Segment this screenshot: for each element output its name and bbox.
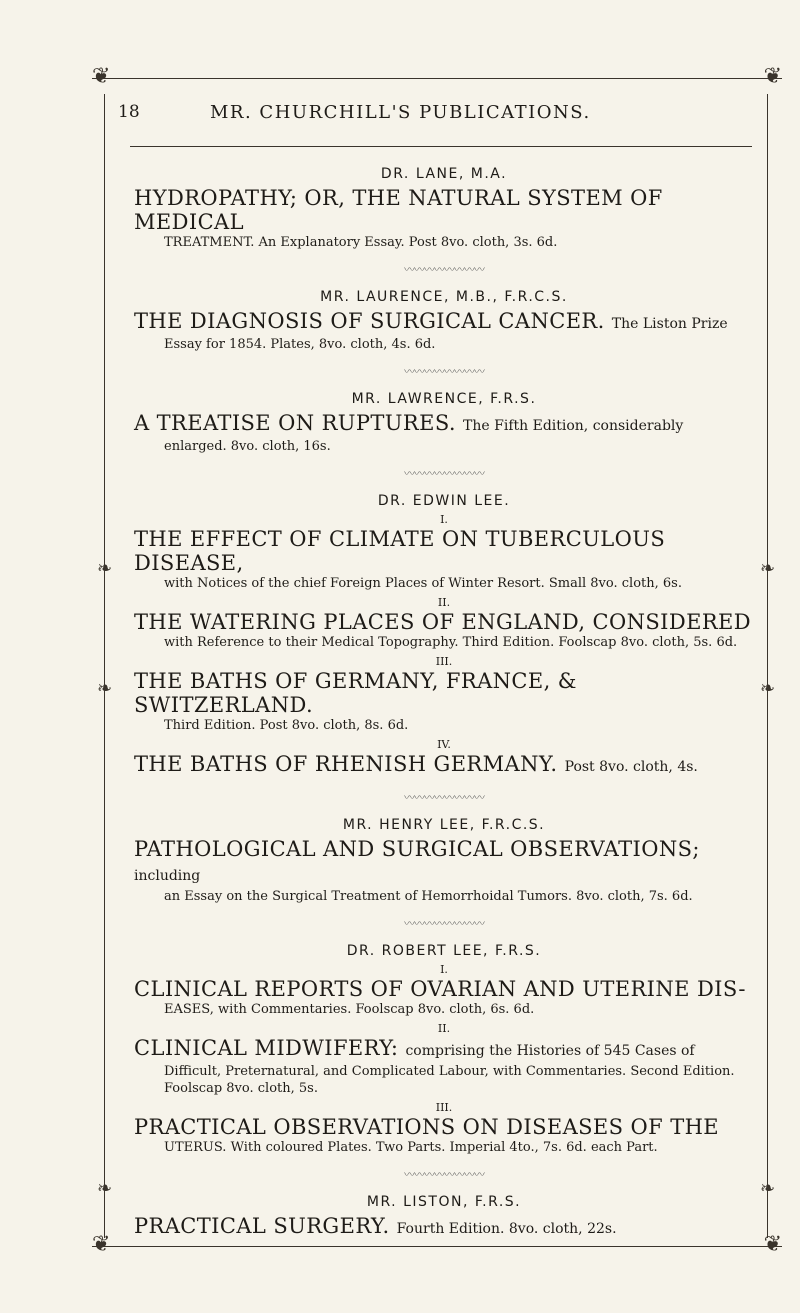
work-title-main: A TREATISE ON RUPTURES.	[134, 411, 456, 435]
work-title	[134, 411, 754, 438]
author-section	[134, 166, 754, 251]
work-description: TREATMENT. An Explanatory Essay. Post 8vo. cloth, 3s. 6d.	[164, 235, 558, 250]
ornament-icon: ❦	[763, 1232, 782, 1257]
work-entry	[134, 186, 754, 251]
work-numeral: III.	[435, 1101, 453, 1114]
work-title-main: THE BATHS OF RHENISH GERMANY.	[134, 752, 558, 776]
work-entry	[134, 963, 754, 1018]
author-section	[134, 493, 754, 779]
section-divider: 〰〰〰〰〰〰〰〰	[404, 917, 484, 930]
author-section	[134, 817, 754, 905]
work-title-main: THE BATHS OF GERMANY, FRANCE, & SWITZERLAND.	[134, 669, 577, 717]
work-title-main: CLINICAL MIDWIFERY:	[134, 1036, 399, 1060]
work-description: Essay for 1854. Plates, 8vo. cloth, 4s. 6d.	[164, 337, 436, 352]
ornament-icon: ❧	[97, 1178, 113, 1199]
work-title	[134, 837, 754, 888]
running-head: MR. CHURCHILL'S PUBLICATIONS.	[210, 102, 591, 123]
work-description: UTERUS. With coloured Plates. Two Parts. Imperial 4to., 7s. 6d. each Part.	[164, 1140, 658, 1155]
work-title-rest: including	[134, 868, 201, 884]
frame-left-rule	[104, 94, 105, 1238]
work-title-main: HYDROPATHY; OR, THE NATURAL SYSTEM OF MEDICAL	[134, 186, 663, 234]
work-description: with Notices of the chief Foreign Places of Winter Resort. Small 8vo. cloth, 6s.	[164, 576, 682, 591]
ornament-icon: ❧	[760, 558, 776, 579]
frame-top-rule	[92, 78, 782, 79]
work-title	[134, 977, 754, 1001]
work-title	[134, 669, 754, 717]
work-title-main: CLINICAL REPORTS OF OVARIAN AND UTERINE DIS-	[134, 977, 746, 1001]
author-name: MR. LAURENCE, M.B., F.R.C.S.	[320, 289, 568, 305]
work-numeral: I.	[440, 963, 448, 976]
work-title	[134, 752, 754, 779]
work-title-main: PRACTICAL SURGERY.	[134, 1214, 390, 1238]
section-divider: 〰〰〰〰〰〰〰〰	[404, 791, 484, 804]
ornament-icon: ❦	[92, 64, 111, 89]
work-title-main: THE DIAGNOSIS OF SURGICAL CANCER.	[134, 309, 605, 333]
work-description: EASES, with Commentaries. Foolscap 8vo. cloth, 6s. 6d.	[164, 1002, 535, 1017]
work-title-main: THE EFFECT OF CLIMATE ON TUBERCULOUS DISEASE,	[134, 527, 666, 575]
work-title	[134, 1214, 754, 1241]
work-title	[134, 186, 754, 234]
work-description: with Reference to their Medical Topography. Third Edition. Foolscap 8vo. cloth, 5s. 6d.	[164, 635, 738, 650]
work-entry	[134, 738, 754, 779]
ornament-icon: ❦	[92, 1232, 111, 1257]
page-number: 18	[118, 102, 140, 122]
author-name: DR. LANE, M.A.	[380, 166, 508, 182]
ornament-icon: ❧	[760, 1178, 776, 1199]
work-title-rest: Fourth Edition. 8vo. cloth, 22s.	[396, 1221, 617, 1237]
ornament-icon: ❧	[760, 678, 776, 699]
work-entry	[134, 309, 754, 353]
work-title-main: PRACTICAL OBSERVATIONS ON DISEASES OF THE	[134, 1115, 720, 1139]
work-description: Difficult, Preternatural, and Complicated Labour, with Commentaries. Second Edition. Foolscap 8vo. cloth, 5s.	[164, 1064, 735, 1096]
work-entry	[134, 1022, 754, 1097]
section-divider: 〰〰〰〰〰〰〰〰	[404, 467, 484, 480]
work-title-rest: The Liston Prize	[611, 316, 728, 332]
section-divider: 〰〰〰〰〰〰〰〰	[404, 1168, 484, 1181]
section-divider: 〰〰〰〰〰〰〰〰	[404, 365, 484, 378]
author-name: MR. LAWRENCE, F.R.S.	[351, 391, 537, 407]
work-numeral: I.	[440, 513, 448, 526]
work-description: enlarged. 8vo. cloth, 16s.	[164, 439, 331, 454]
page-header	[0, 102, 800, 132]
work-numeral: IV.	[437, 738, 451, 751]
work-title	[134, 610, 754, 634]
author-name: MR. HENRY LEE, F.R.C.S.	[342, 817, 546, 833]
work-entry	[134, 1101, 754, 1156]
work-entry	[134, 411, 754, 455]
work-entry	[134, 837, 754, 905]
work-numeral: II.	[437, 1022, 451, 1035]
catalogue-entries	[134, 166, 754, 1243]
frame-right-rule	[767, 94, 768, 1238]
author-name: MR. LISTON, F.R.S.	[366, 1194, 522, 1210]
work-numeral: II.	[437, 596, 451, 609]
work-entry	[134, 596, 754, 651]
work-title-main: THE WATERING PLACES OF ENGLAND, CONSIDERED	[134, 610, 752, 634]
work-title	[134, 1036, 754, 1063]
author-section	[134, 391, 754, 455]
work-entry	[134, 1214, 754, 1241]
work-title-main: PATHOLOGICAL AND SURGICAL OBSERVATIONS;	[134, 837, 700, 861]
ornament-icon: ❧	[97, 558, 113, 579]
author-section	[134, 289, 754, 353]
work-title-rest: The Fifth Edition, considerably	[463, 418, 684, 434]
work-title-rest: comprising the Histories of 545 Cases of	[405, 1043, 695, 1059]
header-rule	[130, 146, 752, 147]
work-entry	[134, 655, 754, 734]
frame-bottom-rule	[92, 1246, 782, 1247]
work-description: an Essay on the Surgical Treatment of Hemorrhoidal Tumors. 8vo. cloth, 7s. 6d.	[164, 889, 693, 904]
work-title	[134, 309, 754, 336]
author-section	[134, 943, 754, 1156]
work-title-rest: Post 8vo. cloth, 4s.	[564, 759, 698, 775]
ornament-icon: ❧	[97, 678, 113, 699]
work-title	[134, 527, 754, 575]
work-description: Third Edition. Post 8vo. cloth, 8s. 6d.	[164, 718, 409, 733]
work-numeral: III.	[435, 655, 453, 668]
work-title	[134, 1115, 754, 1139]
author-name: DR. ROBERT LEE, F.R.S.	[346, 943, 542, 959]
section-divider: 〰〰〰〰〰〰〰〰	[404, 263, 484, 276]
author-name: DR. EDWIN LEE.	[377, 493, 511, 509]
ornament-icon: ❦	[763, 64, 782, 89]
work-entry	[134, 513, 754, 592]
author-section	[134, 1194, 754, 1241]
